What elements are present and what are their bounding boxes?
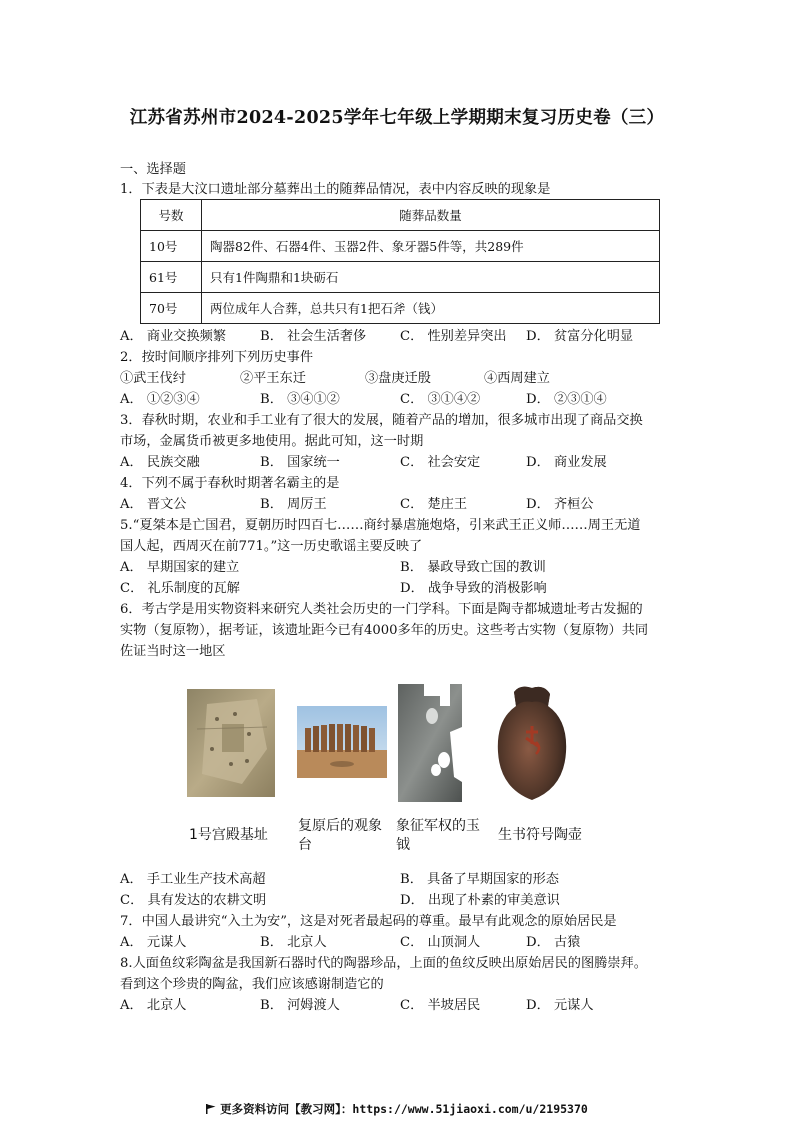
q5-option-d: D． 战争导致的消极影响: [400, 581, 547, 596]
q2-option-d: D． ②③①④: [526, 392, 607, 407]
q4-option-a: A． 晋文公: [120, 497, 187, 512]
q2-option-c: C． ③①④②: [400, 392, 481, 407]
q2-option-b: B． ③④①②: [260, 392, 340, 407]
q4-option-d: D． 齐桓公: [526, 497, 594, 512]
section-heading: 一、选择题: [120, 162, 186, 177]
question-3-stem-line2: 市场，金属货币被更多地使用。据此可知，这一时期: [120, 434, 424, 449]
q4-option-c: C． 楚庄王: [400, 497, 468, 512]
q3-option-b: B． 国家统一: [260, 455, 340, 470]
table-header-cell: 随葬品数量: [202, 200, 660, 231]
pottery-jar-photo: [492, 682, 572, 804]
table-cell: 陶器82件、石器4件、玉器2件、象牙器5件等，共289件: [202, 231, 660, 262]
q1-option-d: D． 贫富分化明显: [526, 329, 634, 344]
question-7-stem: 7．中国人最讲究“入土为安”，这是对死者最起码的尊重。最早有此观念的原始居民是: [120, 914, 617, 929]
caption-jade-axe: 象征军权的玉钺: [396, 818, 480, 853]
q7-option-b: B． 北京人: [260, 935, 327, 950]
table-cell: 两位成年人合葬，总共只有1把石斧（钱）: [202, 293, 660, 324]
q8-option-d: D． 元谋人: [526, 998, 594, 1013]
question-8-stem-line1: 8.人面鱼纹彩陶盆是我国新石器时代的陶器珍品，上面的鱼纹反映出原始居民的图腾崇拜。: [120, 956, 647, 971]
event-3: ③盘庚迁殷: [365, 371, 431, 386]
q7-option-a: A． 元谋人: [120, 935, 187, 950]
event-1: ①武王伐纣: [120, 371, 186, 386]
table-header-cell: 号数: [141, 200, 202, 231]
q5-option-b: B． 暴政导致亡国的教训: [400, 560, 546, 575]
q8-option-c: C． 半坡居民: [400, 998, 481, 1013]
question-2-stem: 2．按时间顺序排列下列历史事件: [120, 350, 314, 365]
q6-option-c: C． 具有发达的农耕文明: [120, 893, 267, 908]
caption-observatory: 复原后的观象台: [298, 818, 382, 853]
table-row: [141, 293, 660, 324]
q2-option-a: A． ①②③④: [120, 392, 200, 407]
table-cell: 70号: [141, 293, 202, 324]
q8-option-b: B． 河姆渡人: [260, 998, 340, 1013]
q5-option-a: A． 早期国家的建立: [120, 560, 240, 575]
palace-foundation-photo: [187, 689, 275, 797]
caption-palace: 1号宫殿基址: [189, 827, 268, 843]
caption-pottery-jar: 生书符号陶壶: [498, 827, 582, 843]
event-2: ②平王东迁: [240, 371, 306, 386]
question-6-stem-line3: 佐证当时这一地区: [120, 644, 226, 659]
question-6-stem-line2: 实物（复原物），据考证，该遗址距今已有4000多年的历史。这些考古实物（复原物）共同: [120, 623, 649, 638]
question-8-stem-line2: 看到这个珍贵的陶盆，我们应该感谢制造它的: [120, 977, 384, 992]
event-4: ④西周建立: [484, 371, 550, 386]
q7-option-d: D． 古猿: [526, 935, 581, 950]
table-header-row: [141, 200, 660, 231]
table-cell: 10号: [141, 231, 202, 262]
footer-text: 更多资料访问【教习网】：https://www.51jiaoxi.com/u/2195370: [220, 1102, 588, 1116]
q3-option-d: D． 商业发展: [526, 455, 607, 470]
q8-option-a: A． 北京人: [120, 998, 187, 1013]
q4-option-b: B． 周厉王: [260, 497, 327, 512]
question-5-stem-line1: 5.“夏桀本是亡国君，夏朝历时四百七……商纣暴虐施炮烙，引来武王正义师……周王无道: [120, 518, 641, 533]
q1-option-c: C． 性别差异突出: [400, 329, 507, 344]
table-row: [141, 231, 660, 262]
q7-option-c: C． 山顶洞人: [400, 935, 481, 950]
question-4-stem: 4．下列不属于春秋时期著名霸主的是: [120, 476, 340, 491]
question-1-stem: 1．下表是大汶口遗址部分墓葬出土的随葬品情况，表中内容反映的现象是: [120, 182, 551, 197]
footer-link[interactable]: [0, 1101, 794, 1117]
q3-option-c: C． 社会安定: [400, 455, 481, 470]
question-6-stem-line1: 6．考古学是用实物资料来研究人类社会历史的一门学科。下面是陶寺都城遗址考古发掘的: [120, 602, 643, 617]
flag-icon: [206, 1104, 216, 1114]
q1-option-b: B． 社会生活奢侈: [260, 329, 367, 344]
burial-goods-table: [140, 199, 660, 324]
q1-option-a: A． 商业交换频繁: [120, 329, 227, 344]
q5-option-c: C． 礼乐制度的瓦解: [120, 581, 240, 596]
q3-option-a: A． 民族交融: [120, 455, 200, 470]
observatory-photo: [297, 706, 387, 778]
q6-option-b: B． 具备了早期国家的形态: [400, 872, 559, 887]
table-cell: 只有1件陶鼎和1块砺石: [202, 262, 660, 293]
q6-option-d: D． 出现了朴素的审美意识: [400, 893, 560, 908]
question-3-stem-line1: 3．春秋时期，农业和手工业有了很大的发展，随着产品的增加，很多城市出现了商品交换: [120, 413, 643, 428]
q6-option-a: A． 手工业生产技术高超: [120, 872, 266, 887]
table-row: [141, 262, 660, 293]
jade-axe-photo: [396, 682, 466, 803]
table-cell: 61号: [141, 262, 202, 293]
page-title: 江苏省苏州市2024-2025学年七年级上学期期末复习历史卷（三）: [129, 108, 665, 128]
question-5-stem-line2: 国人起，西周灭在前771。”这一历史歌谣主要反映了: [120, 539, 423, 554]
